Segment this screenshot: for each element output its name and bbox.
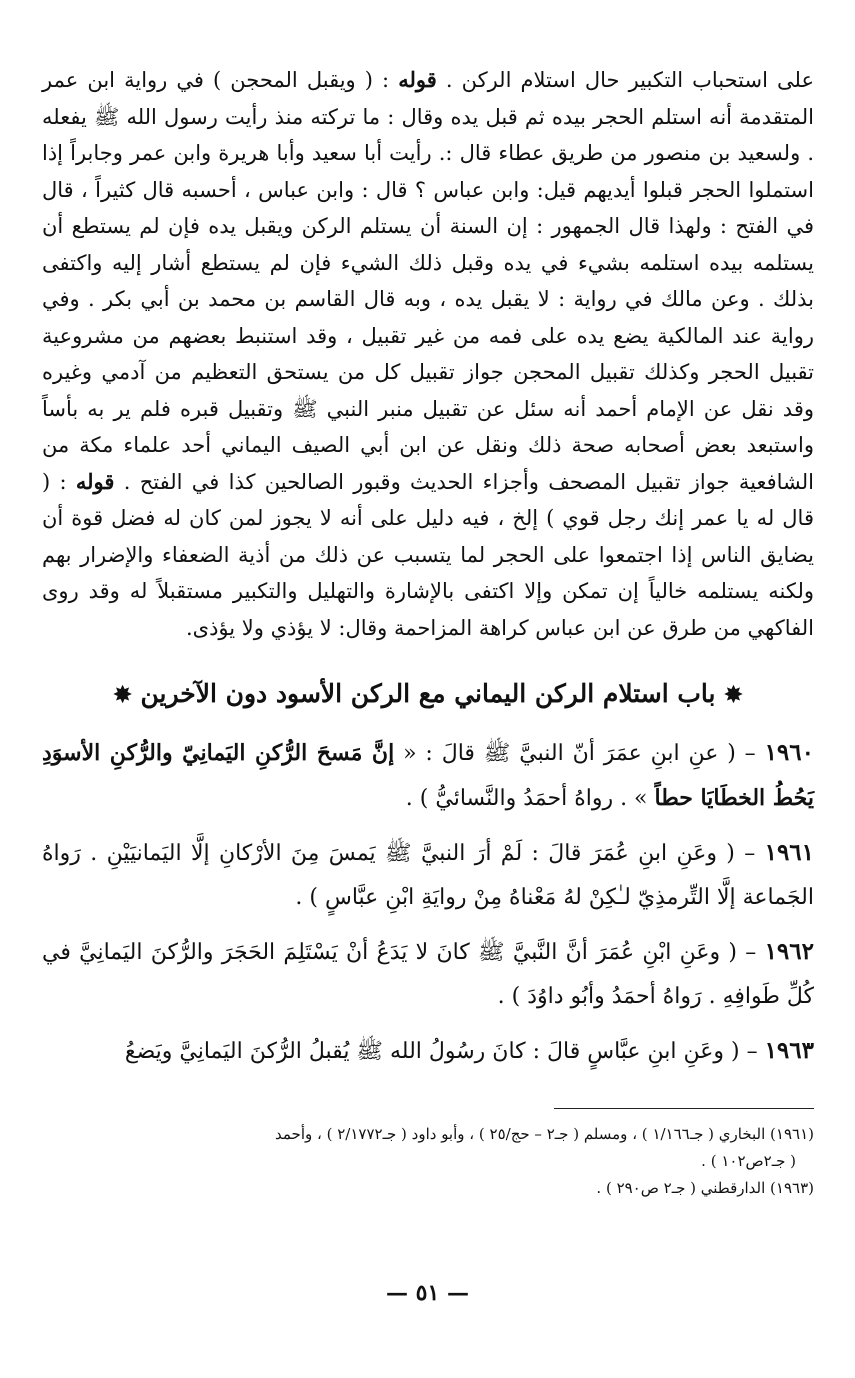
hadith-number: ١٩٦١	[764, 839, 815, 866]
hadith-item	[42, 930, 814, 1019]
commentary-text: : ( ويقبل المحجن ) في رواية ابن عمر المتقدمة أنه استلم الحجر بيده ثم قبل يده وقال : ما تركته منذ رأيت رسول الله ﷺ يفعله . ولسعيد بن منصور من طريق عطاء قال :. رأيت أبا سعيد وأبا هريرة وابن عمر وجابراً إذا استملوا الحجر قبلوا أيديهم قيل: وابن عباس ؟ قال : وابن عباس ، أحسبه قال كثيراً ، قال في الفتح : ولهذا قال الجمهور : إن السنة أن يستلم الركن ويقبل يده فإن لم يستطع أن يستلمه بيده استلمه بشيء في يده وقبل ذلك الشيء فإن لم يستطع أشار إليه واكتفى بذلك . وعن مالك في رواية : لا يقبل يده ، وبه قال القاسم بن محمد بن أبي بكر . وفي رواية عند المالكية يضع يده على فمه من غير تقبيل ، وقد استنبط بعضهم من مشروعية تقبيل الحجر وكذلك تقبيل المحجن جواز تقبيل كل من يستحق التعظيم من آدمي وغيره وقد نقل عن الإمام أحمد أنه سئل عن تقبيل منبر النبي ﷺ وتقبيل قبره فلم ير به بأساً واستبعد بعض أصحابه صحة ذلك ونقل عن ابن أبي الصيف اليماني أحد علماء مكة من الشافعية جواز تقبيل المصحف وأجزاء الحديث وقبور الصالحين كذا في الفتح .	[42, 68, 814, 494]
hadith-text: » . رواهُ أحمَدُ والنَّسائيُّ ) .	[405, 786, 648, 811]
footnote-item: (١٩٦٣) الدارقطني ( جـ٢ ص٢٩٠ ) .	[596, 1179, 814, 1197]
hadith-number: ١٩٦٢	[764, 938, 814, 965]
commentary-text: : ( قال له يا عمر إنك رجل قوي ) إلخ ، فيه دليل على أنه لا يجوز لمن كان له فضل قوة أن يضايق الناس إذا اجتمعوا على الحجر لما يتسبب عن ذلك من أذية الضعفاء والإضرار بهم ولكنه يستلمه خالياً إن تمكن وإلا اكتفى بالإشارة والتهليل والتكبير مستقبلاً له وقد روى الفاكهي من طرق عن ابن عباس كراهة المزاحمة وقال: لا يؤذي ولا يؤذى.	[42, 469, 814, 640]
hadith-text: – ( وعَنِ ابنِ عُمَرَ قالَ : لَمْ أرَ النبيَّ ﷺ يَمسَ مِنَ الأرْكانِ إلَّا اليَمانيَيْنِ . رَواهُ الجَماعة إلَّا التِّرمذِيّ لـٰكِنْ لهُ مَعْناهُ مِنْ روايَةِ ابْنِ عبَّاسٍ ) .	[42, 841, 814, 910]
hadith-text: – ( عنِ ابنِ عمَرَ أنّ النبيَّ ﷺ قالَ : «	[403, 741, 756, 766]
footnotes-block	[42, 1121, 814, 1202]
hadith-item	[42, 1029, 814, 1074]
footnote-item: ( جـ٢ص١٠٢ ) .	[701, 1152, 796, 1170]
hadith-text: – ( وعَنِ ابْنِ عُمَرَ أنَّ النَّبيَّ ﷺ كانَ لا يَدَعُ أنْ يَسْتَلِمَ الحَجَرَ والرُّكنَ اليَمانِيَّ في كُلِّ طَوافِهِ . رَواهُ أحمَدُ وأبُو داوُدَ ) .	[42, 940, 814, 1009]
hadith-text: – ( وعَنِ ابنِ عبَّاسٍ قالَ : كانَ رسُولُ الله ﷺ يُقبلُ الرُّكنَ اليَمانِيَّ ويَضعُ	[124, 1039, 758, 1064]
hadith-quote: إنَّ مَسحَ الرُّكنِ اليَمانِيّ والرُّكنِ الأسوَدِ يَحُطُ الخطَايَا حطاً	[42, 740, 814, 811]
page-number: — ٥١ —	[386, 1280, 469, 1306]
commentary-label: قوله	[75, 468, 115, 494]
hadith-item	[42, 731, 814, 821]
chapter-heading	[42, 676, 814, 713]
chapter-title: باب استلام الركن اليماني مع الركن الأسود دون الآخرين	[140, 679, 716, 708]
footnote-divider	[554, 1108, 814, 1109]
hadith-item	[42, 831, 814, 920]
hadith-number: ١٩٦٠	[764, 739, 814, 766]
star-ornament-icon: ✸	[724, 682, 743, 708]
commentary-block	[42, 62, 814, 646]
footnote-item: (١٩٦١) البخاري ( جـ١/١٦٦ ) ، ومسلم ( جـ٢ – حج/٢٥ ) ، وأبو داود ( جـ٢/١٧٧٢ ) ، وأحمد	[275, 1125, 814, 1143]
commentary-label: قوله	[398, 67, 437, 92]
commentary-paragraph	[42, 62, 814, 646]
commentary-text: على استحباب التكبير حال استلام الركن .	[445, 68, 814, 92]
star-ornament-icon: ✸	[113, 682, 132, 708]
hadith-number: ١٩٦٣	[764, 1037, 814, 1064]
page-content	[42, 62, 814, 1202]
